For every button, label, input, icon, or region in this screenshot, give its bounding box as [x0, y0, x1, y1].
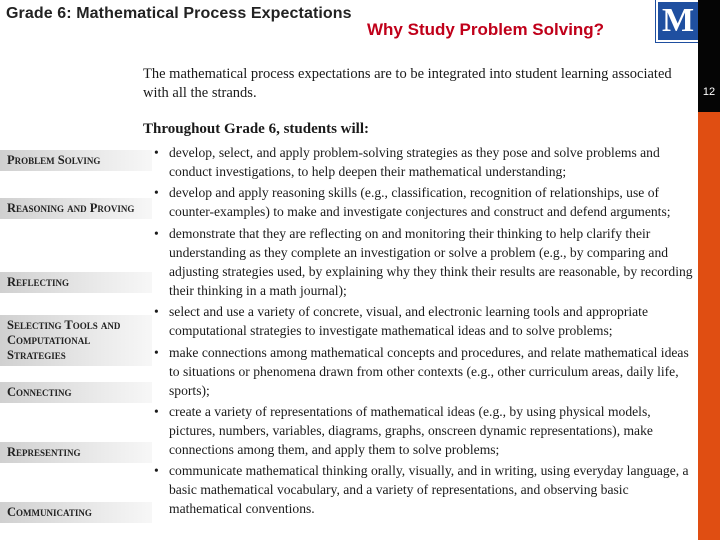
- list-item: • develop, select, and apply problem-solving strategies as they pose and solve problems and conduct investigations, to help deepen their mathematical understanding;: [154, 143, 694, 181]
- page-heading: Grade 6: Mathematical Process Expectations: [6, 5, 352, 22]
- page-number: 12: [702, 86, 716, 98]
- list-item: • develop and apply reasoning skills (e.g., classification, recognition of relationships, use of counter-examples) to make and investigate conjectures and construct and defend arguments;: [154, 183, 694, 221]
- section-lead: Throughout Grade 6, students will:: [143, 121, 370, 137]
- m-logo: M: [656, 0, 700, 42]
- list-item: • communicate mathematical thinking orally, visually, and in writing, using everyday language, a basic mathematical vocabulary, and a variety of representations, and observing basic mathematical conventions.: [154, 461, 694, 518]
- list-item: • make connections among mathematical concepts and procedures, and relate mathematical ideas to situations or phenomena drawn from other contexts (e.g., other curriculum areas, daily life, sports);: [154, 343, 694, 400]
- label-communicating: Communicating: [0, 502, 152, 523]
- list-item: • demonstrate that they are reflecting on and monitoring their thinking to help clarify their understanding as they complete an investigation or solve a problem (e.g., by comparing and adjusting strategies used, by explaining why they think their results are reasonable, by recording their thinking in a math journal);: [154, 224, 694, 300]
- label-reasoning-proving: Reasoning and Proving: [0, 198, 152, 219]
- label-connecting: Connecting: [0, 382, 152, 403]
- intro-paragraph: The mathematical process expectations are to be integrated into student learning associated with all the strands.: [143, 66, 672, 101]
- expectations-list: [154, 143, 694, 521]
- label-reflecting: Reflecting: [0, 272, 152, 293]
- list-item: • create a variety of representations of mathematical ideas (e.g., by using physical models, pictures, numbers, variables, diagrams, graphs, onscreen dynamic representations), make connections among them, and apply them to solve problems;: [154, 402, 694, 459]
- side-bar-accent: [698, 112, 720, 540]
- label-selecting-tools: Selecting Tools and Computational Strategies: [0, 315, 152, 366]
- slide-title: Why Study Problem Solving?: [367, 20, 605, 39]
- label-representing: Representing: [0, 442, 152, 463]
- label-problem-solving: Problem Solving: [0, 150, 152, 171]
- list-item: • select and use a variety of concrete, visual, and electronic learning tools and appropriate computational strategies to investigate mathematical ideas and to solve problems;: [154, 302, 694, 340]
